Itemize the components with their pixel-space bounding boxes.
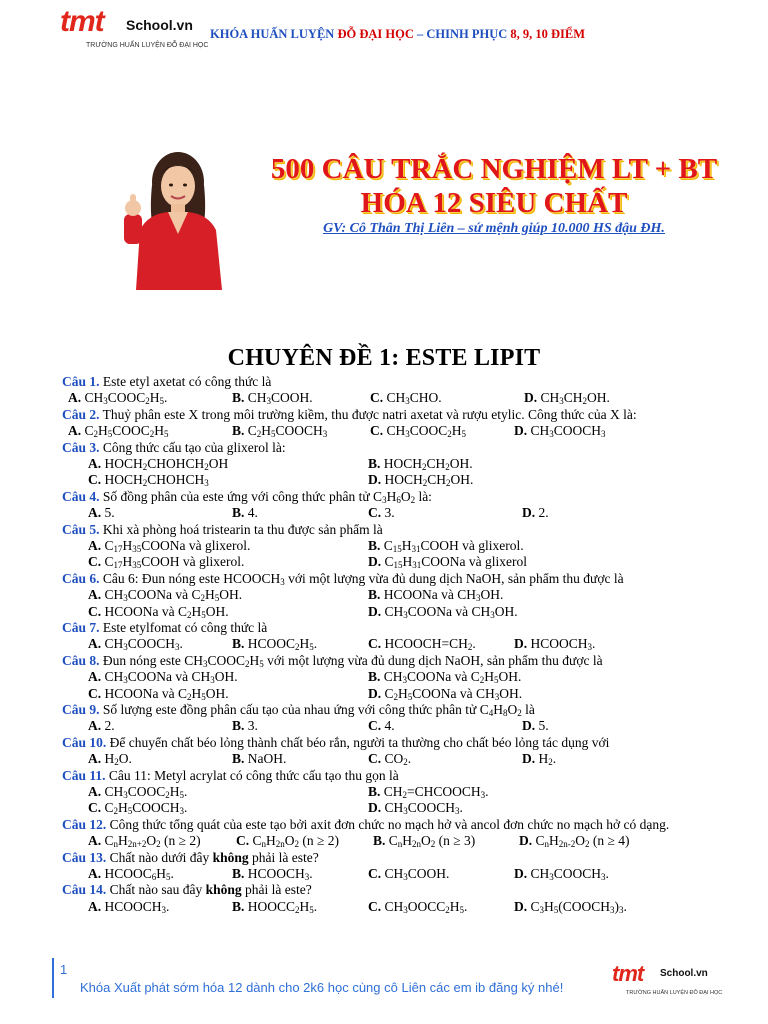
footer-promo-text: Khóa Xuất phát sớm hóa 12 dành cho 2k6 học cùng cô Liên các em ib đăng ký nhé! [80, 980, 564, 995]
logo-school: School.vn [126, 17, 193, 33]
option-c: C. $CH_3CHO$. [370, 390, 442, 407]
option-c: C. 4. [368, 718, 395, 734]
question-list [62, 374, 722, 915]
option-b: B. $CH_3COOH$. [232, 390, 313, 407]
option-d: D. $H_2$. [522, 751, 557, 768]
document-title-line2: HÓA 12 SIÊU CHẤT [360, 187, 628, 219]
option-d: D. $C_2H_5COONa$ và $CH_3OH$. [368, 685, 523, 702]
question-12: Câu 12. Công thức tổng quát của este tạo bởi axit đơn chức no mạch hở và ancol đơn chức no mạch hở có dạng. [62, 816, 670, 832]
options-q4 [62, 505, 722, 521]
option-c: C. HCOONa và $C_2H_5OH$. [88, 685, 229, 702]
options-q12 [62, 833, 722, 849]
page-number: 1 [60, 962, 68, 977]
options-q14 [62, 899, 722, 915]
options-q9 [62, 718, 722, 734]
section-title: CHUYÊN ĐỀ 1: ESTE LIPIT [227, 345, 541, 371]
option-c: C. 3. [368, 505, 395, 521]
option-b: B. 3. [232, 718, 258, 734]
option-b: B. NaOH. [232, 751, 287, 767]
option-a: A. $HCOOC_6H_5$. [88, 865, 174, 882]
option-b: B. HCOONa và $CH_3OH$. [368, 587, 504, 604]
option-a: A. 2. [88, 718, 115, 734]
option-a: A. 5. [88, 505, 115, 521]
question-1: Câu 1. Este etyl axetat có công thức là [62, 374, 272, 389]
option-d: D. $C_nH_{2n-2}O_2$ (n ≥ 4) [519, 833, 630, 850]
options-q3-row2 [62, 472, 722, 488]
option-a: A. $CH_3COOCH_3$. [88, 636, 183, 653]
option-c: C. $CH_3OOCC_2H_5$. [368, 898, 468, 915]
option-a: A. $C_nH_{2n+2}O_2$ (n ≥ 2) [88, 833, 201, 850]
option-a: A. $C_2H_5COOC_2H_5$ [68, 423, 169, 440]
option-b: B. $CH_2=CHCOOCH_3$. [368, 783, 489, 800]
options-q5-row1 [62, 538, 722, 554]
options-q8-row1 [62, 669, 722, 685]
option-d: D. $C_{15}H_{31}COONa$ và glixerol [368, 554, 527, 571]
footer-divider [52, 958, 54, 998]
option-a: A. $CH_3COOC_2H_5$. [68, 390, 168, 407]
option-c: C. $HOCH_2CHOHCH_3$ [88, 472, 209, 489]
teacher-photo [118, 130, 238, 290]
option-d: D. $C_3H_5(COOCH_3)_3$. [514, 898, 627, 915]
question-9: Câu 9. Số lượng este đồng phân cấu tạo của nhau ứng với công thức phân tử $C_4H_8O_2$ là [62, 701, 535, 718]
footer-logo-tagline: TRƯỜNG HUẤN LUYỆN ĐỖ ĐẠI HỌC [626, 990, 723, 996]
option-b: C. $C_nH_{2n}O_2$ (n ≥ 2) [236, 833, 340, 850]
option-b: B. 4. [232, 505, 258, 521]
tmt-school-logo [60, 4, 210, 54]
footer-logo [612, 962, 722, 1002]
footer-logo-school: School.vn [660, 968, 708, 979]
option-c: C. $C_{17}H_{35}COOH$ và glixerol. [88, 554, 245, 571]
options-q10 [62, 751, 722, 767]
question-6: Câu 6. Câu 6: Đun nóng este $HCOOCH_3$ với một lượng vừa đủ dung dịch NaOH, sản phẩm thu được là [62, 570, 624, 587]
option-d: D. $HCOOCH_3$. [514, 636, 596, 653]
options-q13 [62, 866, 722, 882]
option-b: B. $HCOOC_2H_5$. [232, 636, 318, 653]
question-3: Câu 3. Công thức cấu tạo của glixerol là: [62, 439, 286, 455]
option-c: C. $C_2H_5COOCH_3$. [88, 800, 188, 817]
question-8: Câu 8. Đun nóng este $CH_3COOC_2H_5$ với một lượng vừa đủ dung dịch NaOH, sản phẩm thu được là [62, 652, 603, 669]
option-a: A. $HCOOCH_3$. [88, 898, 170, 915]
options-q8-row2 [62, 686, 722, 702]
option-c: C. $CH_3COOC_2H_5$ [370, 423, 467, 440]
option-d: D. $CH_3COOCH_3$. [368, 800, 463, 817]
course-header-text: KHÓA HUẤN LUYỆN ĐỖ ĐẠI HỌC – CHINH PHỤC 8, 9, 10 ĐIỂM [210, 27, 586, 41]
option-d: D. $HOCH_2CH_2OH$. [368, 472, 474, 489]
logo-tagline: TRƯỜNG HUẤN LUYỆN ĐỖ ĐẠI HỌC [86, 42, 209, 49]
option-d: D. 2. [522, 505, 549, 521]
option-a: A. $H_2O$. [88, 751, 132, 768]
option-c: C. $HCOOCH=CH_2$. [368, 636, 476, 653]
options-q11-row1 [62, 784, 722, 800]
option-b: B. $HOCH_2CH_2OH$. [368, 456, 473, 472]
options-q1 [62, 390, 722, 406]
question-5: Câu 5. Khi xà phòng hoá tristearin ta thu được sản phẩm là [62, 521, 383, 537]
option-d: D. 5. [522, 718, 549, 734]
document-title-line1: 500 CÂU TRẮC NGHIỆM LT + BT [270, 153, 718, 185]
option-c: B. $C_nH_{2n}O_2$ (n ≥ 3) [373, 833, 476, 850]
option-d: D. $CH_3COOCH_3$ [514, 423, 606, 440]
footer-logo-brand: tmt [612, 961, 644, 986]
options-q6-row2 [62, 604, 722, 620]
options-q11-row2 [62, 800, 722, 816]
options-q5-row2 [62, 554, 722, 570]
option-b: B. $HOOCC_2H_5$. [232, 898, 318, 915]
question-11: Câu 11. Câu 11: Metyl acrylat có công thức cấu tạo thu gọn là [62, 767, 399, 783]
options-q3-row1 [62, 456, 722, 472]
option-b: B. $HCOOCH_3$. [232, 865, 313, 882]
option-a: A. $CH_3COONa$ và $CH_3OH$. [88, 669, 238, 686]
options-q2 [62, 423, 722, 439]
teacher-subtitle: GV: Cô Thân Thị Liên – sứ mệnh giúp 10.000 HS đậu ĐH. [323, 221, 665, 236]
option-d: D. $CH_3CH_2OH$. [524, 390, 610, 407]
option-b: B. $C_{15}H_{31}COOH$ và glixerol. [368, 537, 524, 554]
option-d: D. $CH_3COONa$ và $CH_3OH$. [368, 603, 518, 620]
options-q7 [62, 636, 722, 652]
logo-brand: tmt [60, 5, 104, 38]
question-4: Câu 4. Số đồng phân của este ứng với công thức phân tử $C_3H_6O_2$ là: [62, 488, 432, 505]
option-a: A. $CH_3COOC_2H_5$. [88, 783, 188, 800]
option-d: D. $CH_3COOCH_3$. [514, 865, 609, 882]
options-q6-row1 [62, 587, 722, 603]
question-7: Câu 7. Este etylfomat có công thức là [62, 619, 268, 635]
option-a: A. $CH_3COONa$ và $C_2H_5OH$. [88, 587, 243, 604]
option-a: A. $HOCH_2CHOHCH_2OH$ [88, 456, 229, 472]
question-13: Câu 13. Chất nào dưới đây không phải là este? [62, 849, 319, 865]
option-a: A. $C_{17}H_{35}COONa$ và glixerol. [88, 537, 251, 554]
option-c: C. $CO_2$. [368, 751, 412, 768]
option-c: C. HCOONa và $C_2H_5OH$. [88, 603, 229, 620]
question-10: Câu 10. Để chuyển chất béo lỏng thành chất béo rắn, người ta thường cho chất béo lỏng tác dụng với [62, 734, 610, 750]
question-14: Câu 14. Chất nào sau đây không phải là este? [62, 882, 312, 898]
page-header [0, 0, 768, 64]
option-b: B. $C_2H_5COOCH_3$ [232, 423, 328, 440]
option-b: B. $CH_3COONa$ và $C_2H_5OH$. [368, 669, 522, 686]
option-c: C. $CH_3COOH$. [368, 865, 450, 882]
question-2: Câu 2. Thuỷ phân este X trong môi trường kiềm, thu được natri axetat và rượu etylic. Công thức của X là: [62, 406, 637, 422]
